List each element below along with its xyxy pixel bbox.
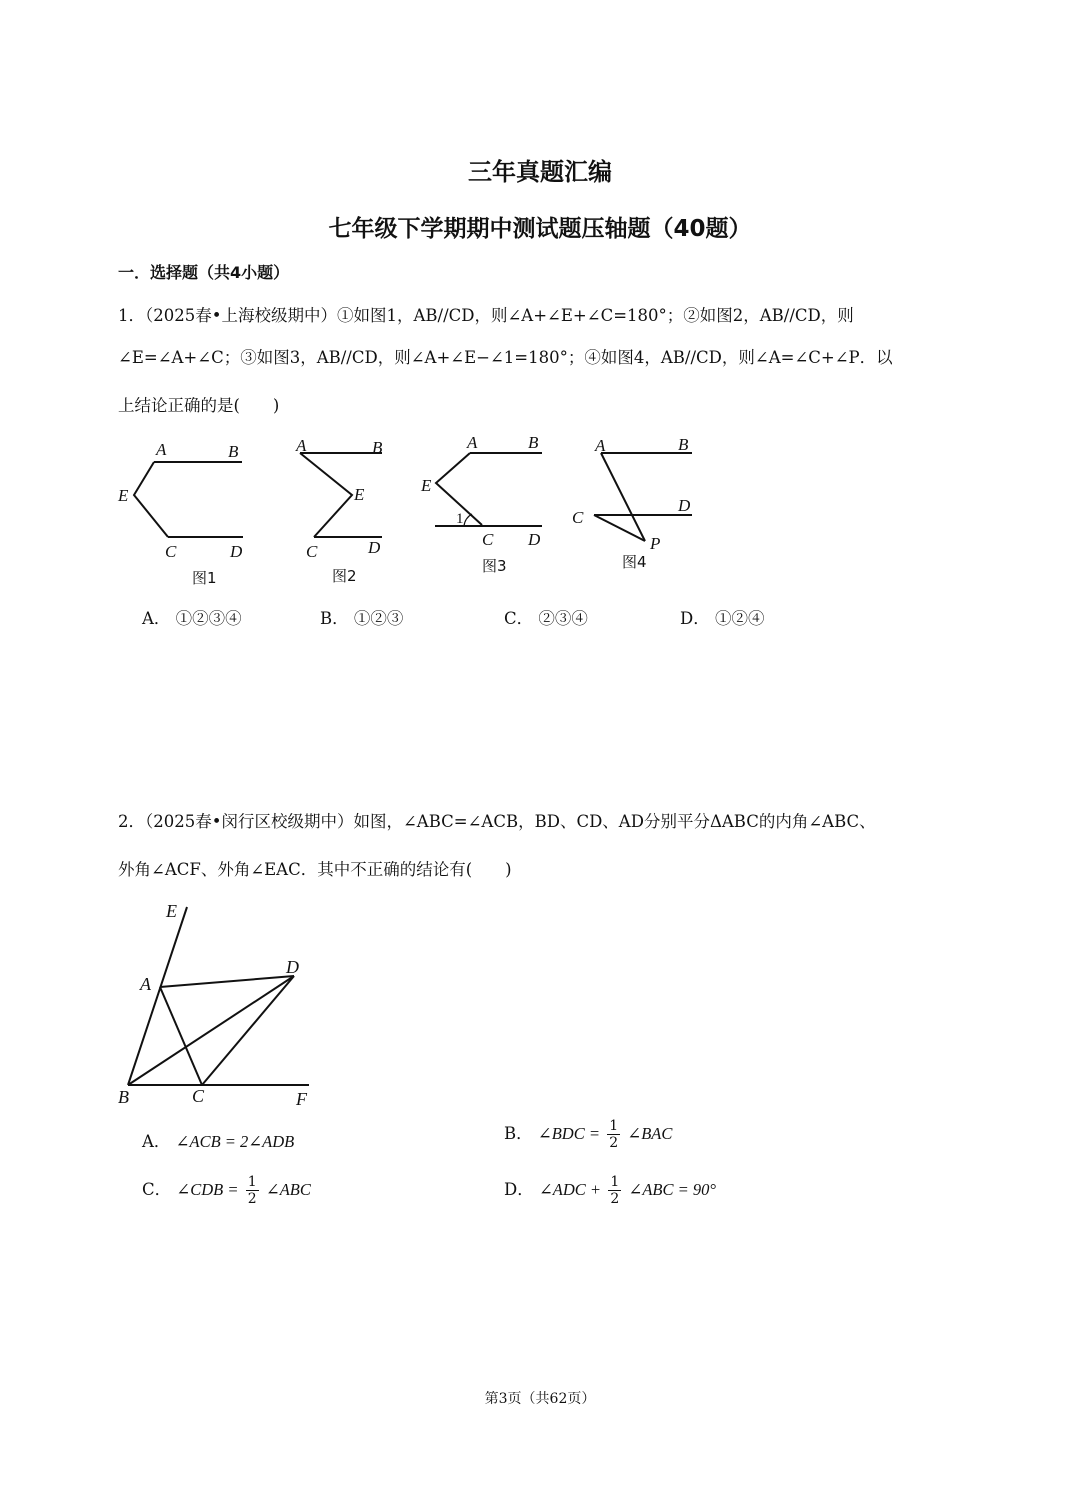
q2-option-d[interactable] (504, 1174, 716, 1207)
fig2-caption: 图2 (332, 567, 357, 585)
q2-option-b-denominator: 2 (609, 1135, 619, 1151)
fig3-label-b: B (528, 433, 539, 452)
fig3-label-1: 1 (456, 511, 464, 527)
q2-option-d-denominator: 2 (610, 1191, 620, 1207)
fig4-label-a: A (595, 436, 606, 455)
q1-option-c-key: C． (504, 609, 534, 628)
q2-option-b-numerator: 1 (609, 1118, 619, 1134)
q2-option-d-numerator: 1 (610, 1174, 620, 1190)
fig4-label-b: B (678, 435, 689, 454)
q2-option-a[interactable] (142, 1128, 294, 1152)
q2-option-c-key: C． (142, 1180, 172, 1199)
fig1-caption: 图1 (192, 569, 217, 585)
q2-option-c-numerator: 1 (247, 1174, 257, 1190)
q2-option-a-formula: ∠ACB = 2∠ADB (175, 1132, 295, 1151)
q2-option-d-fraction (608, 1174, 621, 1207)
q2-option-b-key: B． (504, 1124, 533, 1143)
q1-text-line-3: 上结论正确的是( ) (118, 396, 280, 415)
fig4-label-c: C (572, 508, 584, 527)
fig2-label-e: E (354, 485, 365, 504)
fig2-label-b: B (372, 438, 383, 457)
q2-option-d-key: D． (504, 1180, 534, 1199)
fig4-label-d: D (678, 496, 691, 515)
q2-option-c-fraction (246, 1174, 259, 1207)
q2-label-e: E (166, 901, 177, 921)
fig1-label-a: A (156, 440, 167, 459)
q1-option-d-text: ①②④ (714, 609, 765, 628)
q1-option-a[interactable] (142, 605, 242, 629)
q2-option-b[interactable] (504, 1118, 672, 1151)
q2-label-f: F (296, 1089, 307, 1109)
q2-label-a: A (140, 974, 151, 994)
q2-option-c-pre: ∠CDB = (176, 1180, 239, 1199)
q1-option-c[interactable] (504, 605, 588, 629)
fig2-label-a: A (296, 436, 307, 455)
page-subtitle: 七年级下学期期中测试题压轴题（40题） (328, 216, 752, 242)
fig2-label-c: C (306, 542, 318, 561)
q2-text-line-1: 2．（2025春•闵行区校级期中）如图，∠ABC=∠ACB，BD、CD、AD分别平分ΔABC的内角∠ABC、 (118, 812, 876, 831)
section-heading: 一．选择题（共4小题） (118, 263, 290, 282)
q1-option-b-text: ①②③ (353, 609, 404, 628)
q2-figure (110, 895, 330, 1115)
q2-option-a-key: A． (142, 1132, 171, 1151)
q2-label-c: C (192, 1086, 205, 1106)
q2-option-d-post: ∠ABC = 90° (628, 1180, 716, 1199)
q2-option-b-fraction (607, 1118, 620, 1151)
fig1-label-c: C (165, 542, 177, 561)
fig3-label-e: E (421, 476, 432, 495)
fig4-label-p: P (650, 534, 661, 553)
fig2-label-d: D (368, 538, 381, 557)
q1-option-b-key: B． (320, 609, 349, 628)
q1-option-d[interactable] (680, 605, 764, 629)
fig1-label-d: D (230, 542, 243, 561)
q2-text-line-2: 外角∠ACF、外角∠EAC．其中不正确的结论有( ) (118, 860, 512, 879)
q1-text-line-1: 1．（2025春•上海校级期中）①如图1，AB//CD，则∠A+∠E+∠C=180°；②如图2，AB//CD，则 (118, 306, 854, 325)
q2-option-c[interactable] (142, 1174, 311, 1207)
q1-text-line-2: ∠E=∠A+∠C；③如图3，AB//CD，则∠A+∠E−∠1=180°；④如图4，AB//CD，则∠A=∠C+∠P．以 (118, 348, 893, 367)
q2-option-b-pre: ∠BDC = (537, 1124, 600, 1143)
fig3-caption: 图3 (482, 557, 507, 575)
q1-option-d-key: D． (680, 609, 710, 628)
fig1-label-e: E (118, 486, 129, 505)
q1-option-b[interactable] (320, 605, 403, 629)
q1-option-c-text: ②③④ (538, 609, 588, 628)
fig3-label-c: C (482, 530, 494, 549)
fig3-label-a: A (467, 433, 478, 452)
fig1-label-b: B (228, 442, 239, 461)
page-footer: 第3页（共62页） (484, 1391, 596, 1407)
q2-label-d: D (286, 957, 299, 977)
q2-option-b-post: ∠BAC (627, 1124, 673, 1143)
q2-label-b: B (118, 1087, 129, 1107)
q1-option-a-text: ①②③④ (175, 609, 242, 628)
q1-figures (110, 425, 720, 585)
fig4-caption: 图4 (622, 553, 647, 571)
q2-option-c-denominator: 2 (247, 1191, 257, 1207)
page-title: 三年真题汇编 (468, 158, 612, 186)
fig3-label-d: D (528, 530, 541, 549)
q1-option-a-key: A． (142, 609, 171, 628)
q2-option-d-pre: ∠ADC + (538, 1180, 602, 1199)
q2-option-c-post: ∠ABC (265, 1180, 311, 1199)
